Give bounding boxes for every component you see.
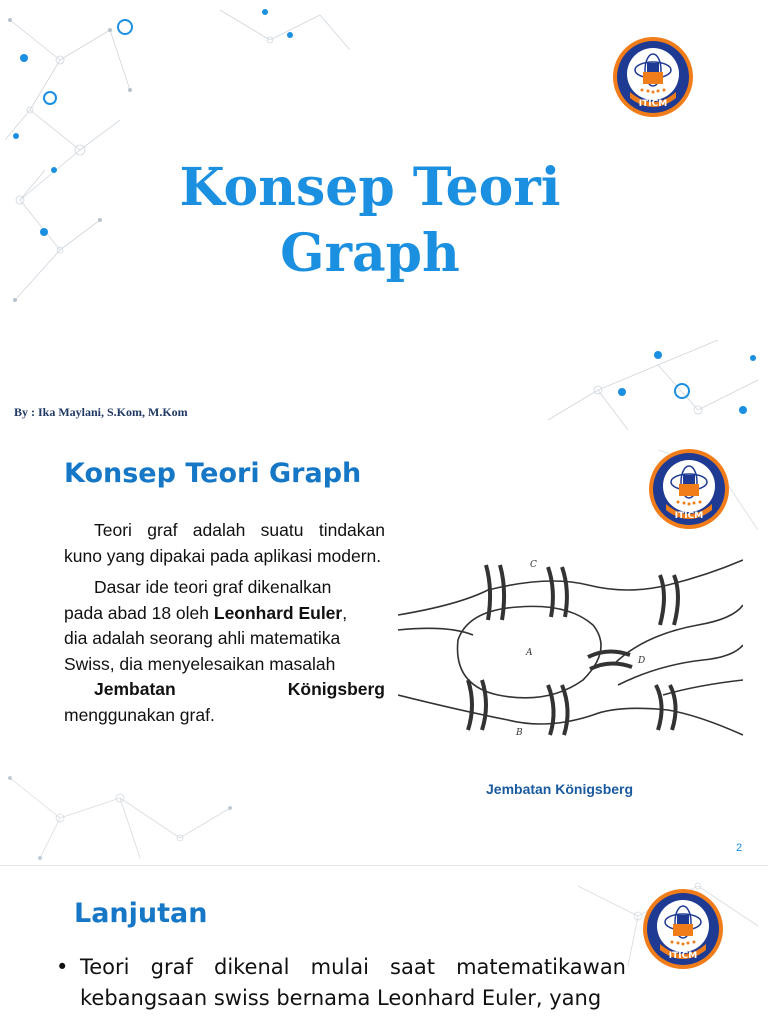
continuation-slide <box>0 866 768 1024</box>
title-slide <box>0 0 768 440</box>
iticm-logo <box>642 888 724 970</box>
jembatan-term: Jembatan <box>94 679 176 699</box>
iticm-logo <box>648 448 730 530</box>
label-d: D <box>638 656 646 666</box>
page-number: 2 <box>736 842 743 854</box>
paragraph-2: Dasar ide teori graf dikenalkan pada abad 18 oleh Leonhard Euler, dia adalah seorang ahli matematika Swiss, dia menyelesaikan masalah Jembatan Königsberg menggunakan graf. <box>64 577 385 725</box>
bullet-item: • Teori graf dikenal mulai saat matematikawan kebangsaan swiss bernama Leonhard Euler, yang <box>56 952 626 1014</box>
network-decoration-right <box>538 330 768 440</box>
author-credit: By : Ika Maylani, S.Kom, M.Kom <box>14 405 188 419</box>
bullet-list <box>56 952 626 1014</box>
svg-text:ITICM: ITICM <box>638 99 668 109</box>
title-line-2: Graph <box>280 223 460 284</box>
label-a: A <box>526 648 533 658</box>
network-decoration-bottomleft <box>0 758 240 865</box>
svg-text:ITICM: ITICM <box>674 511 704 521</box>
svg-text:ITICM: ITICM <box>668 951 698 961</box>
section-title: Konsep Teori Graph <box>64 458 362 489</box>
body-text <box>64 518 385 734</box>
title-line-1: Konsep Teori <box>179 157 561 218</box>
konigsberg-term: Königsberg <box>287 679 385 699</box>
network-decoration-topright <box>200 0 360 70</box>
paragraph-1: Teori graf adalah suatu tindakan kuno yang dipakai pada aplikasi modern. <box>64 520 385 566</box>
section-title: Lanjutan <box>74 898 208 929</box>
euler-name: Leonhard Euler <box>213 602 343 623</box>
iticm-logo <box>612 36 694 118</box>
content-slide <box>0 440 768 865</box>
label-b: B <box>516 728 523 738</box>
figure-caption: Jembatan Königsberg <box>486 781 634 797</box>
konigsberg-bridges-figure <box>398 545 743 745</box>
slide-title <box>0 155 740 287</box>
label-c: C <box>530 560 537 570</box>
